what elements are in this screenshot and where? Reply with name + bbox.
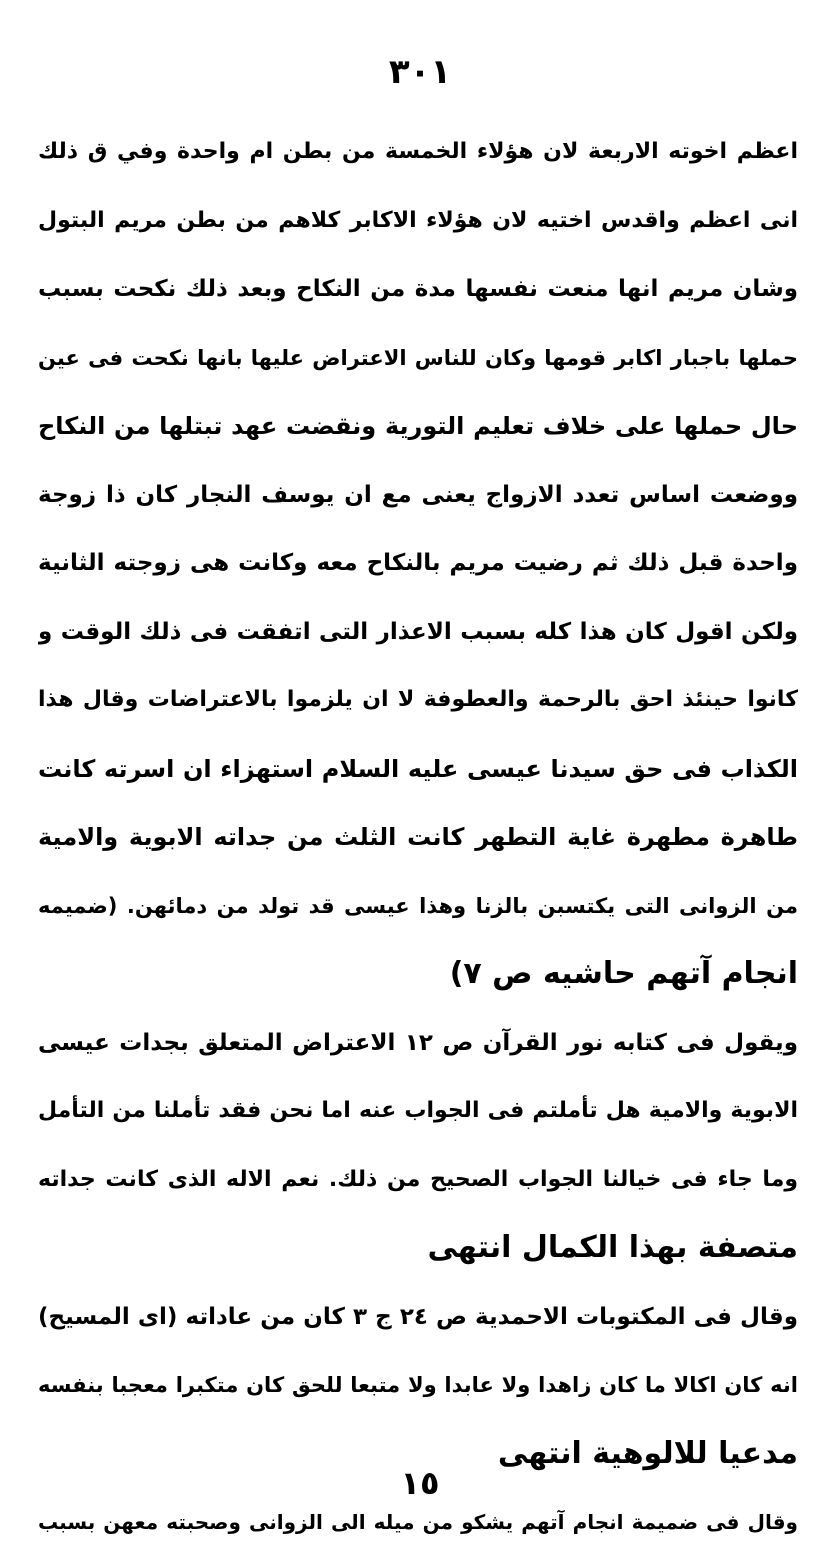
text-line: واحدة قبل ذلك ثم رضيت مريم بالنكاح معه وكانت هى زوجته الثانية — [38, 550, 798, 576]
text-line: من الزوانى التى يكتسبن بالزنا وهذا عيسى قد تولد من دمائهن. (ضميمه — [38, 893, 798, 918]
text-line: ويقول فى كتابه نور القرآن ص ١٢ الاعتراض المتعلق بجدات عيسى — [38, 1029, 798, 1056]
text-line: حال حملها على خلاف تعليم التورية ونقضت عهد تبتلها من النكاح — [38, 412, 798, 440]
text-line: انجام آتهم حاشيه ص ٧) — [449, 956, 798, 991]
text-line: كانوا حينئذ احق بالرحمة والعطوفة لا ان يلزموا بالاعتراضات وقال هذا — [38, 687, 798, 712]
text-line: ووضعت اساس تعدد الازواج يعنى مع ان يوسف النجار كان ذا زوجة — [38, 481, 798, 508]
text-line: مدعيا للالوهية انتهى — [497, 1435, 798, 1471]
text-line: ولكن اقول كان هذا كله بسبب الاعذار التى اتفقت فى ذلك الوقت و — [38, 618, 798, 645]
body-text — [38, 118, 798, 1557]
text-line: وشان مريم انها منعت نفسها مدة من النكاح وبعد ذلك نكحت بسبب — [38, 276, 798, 302]
text-line: انى اعظم واقدس اختيه لان هؤلاء الاكابر كلاهم من بطن مريم البتول — [38, 207, 798, 233]
text-line: الكذاب فى حق سيدنا عيسى عليه السلام استهزاء ان اسرته كانت — [38, 754, 798, 783]
text-line: وما جاء فى خيالنا الجواب الصحيح من ذلك. نعم الاله الذى كانت جداته — [38, 1166, 798, 1192]
text-line: وقال فى المكتوبات الاحمدية ص ٢٤ ج ٣ كان من عاداته (اى المسيح) — [38, 1303, 798, 1330]
text-line: طاهرة مطهرة غاية التطهر كانت الثلث من جداته الابوية والامية — [38, 823, 798, 851]
text-line: اعظم اخوته الاربعة لان هؤلاء الخمسة من بطن ام واحدة وفي ق ذلك — [38, 139, 798, 164]
text-line: متصفة بهذا الكمال انتهى — [427, 1230, 798, 1265]
text-line: وقال فى ضميمة انجام آتهم يشكو من ميله الى الزوانى وصحبته معهن بسبب — [38, 1510, 798, 1534]
footer-number: ١٥ — [400, 1464, 440, 1502]
text-line: الابوية والامية هل تأملتم فى الجواب عنه اما نحن فقد تأملنا من التأمل — [38, 1098, 798, 1123]
page-number: ٣٠١ — [388, 52, 452, 92]
text-line: حملها باجبار اكابر قومها وكان للناس الاعتراض عليها بانها نكحت فى عين — [38, 345, 798, 370]
text-line: انه كان اكالا ما كان زاهدا ولا عابدا ولا متبعا للحق كان متكبرا معجبا بنفسه — [38, 1373, 798, 1397]
